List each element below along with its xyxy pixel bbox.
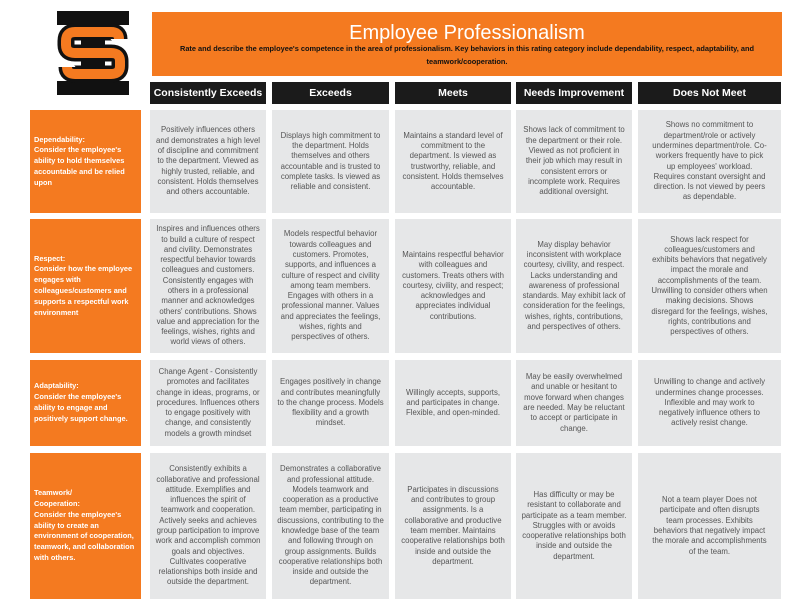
row-label-adaptability <box>30 360 141 446</box>
cell-text: May display behavior inconsistent with workplace courtesy, civility, and respect. Lacks understanding and awareness of professional standards. May exhibit lack of consideration for the feelings, wishes, rights, contributions, and perspectives of others. <box>522 239 626 332</box>
cell-teamwork-meets <box>395 453 511 599</box>
column-header-consistently-exceeds: Consistently Exceeds <box>150 82 266 104</box>
cell-dependability-does-not-meet <box>638 110 781 213</box>
cell-text: Positively influences others and demonstrates a high level of discipline and commitment to the department. Viewed as highly trusted, reliable, and consistent. Holds themselves and others accountable. <box>155 125 261 197</box>
cell-text: Engages positively in change and contributes meaningfully to the change process. Models flexibility and a growth mindset. <box>277 377 384 428</box>
cell-text: Displays high commitment to the department. Holds themselves and others accountable and is trusted to complete tasks. Is viewed as reliable and consistent. <box>280 130 381 192</box>
row-label-description: Consider the employee's ability to create an environment of cooperation, teamwork, and collaboration with others. <box>34 509 135 562</box>
cell-text: Shows no commitment to department/role or actively undermines department/role. Co-workers frequently have to pick up employees' workload. Requires constant oversight and direction. Is not viewed by peers as dependable. <box>652 120 767 202</box>
cell-text: Maintains respectful behavior with colleagues and customers. Treats others with courtesy, civility, and respect; acknowledges and appreciates individual contributions. <box>402 249 504 321</box>
row-label-description: Consider the employee's ability to engage and positively support change. <box>34 392 128 423</box>
row-label-teamwork-cooperation <box>30 453 141 599</box>
isu-logo-icon <box>55 10 131 96</box>
column-header-exceeds: Exceeds <box>272 82 389 104</box>
row-label-title: Respect: <box>34 253 66 263</box>
cell-teamwork-needs-improvement <box>516 453 632 599</box>
cell-teamwork-does-not-meet <box>638 453 781 599</box>
row-label-title: Adaptability: <box>34 381 79 391</box>
cell-text: Maintains a standard level of commitment to the department. Is viewed as trustworthy, reliable, and consistent. Holds themselves accountable. <box>402 130 504 192</box>
cell-adaptability-consistently-exceeds <box>150 360 266 446</box>
cell-dependability-needs-improvement <box>516 110 632 213</box>
row-label-respect <box>30 219 141 353</box>
column-header-meets: Meets <box>395 82 511 104</box>
cell-dependability-exceeds <box>272 110 389 213</box>
isu-logo <box>55 10 131 96</box>
row-label-title: Dependability: <box>34 134 85 144</box>
row-label-title: Teamwork/ Cooperation: <box>34 488 80 508</box>
column-header-does-not-meet: Does Not Meet <box>638 82 781 104</box>
row-label-description: Consider how the employee engages with colleagues/customers and supports a respectful work environment <box>34 264 133 317</box>
cell-text: Unwilling to change and actively undermines change processes. Inflexible and may work to negatively influence others to actively resist change. <box>654 377 765 428</box>
cell-text: Shows lack respect for colleagues/customers and exhibits behaviors that negatively impact the morale and accomplishments of the team. Unwilling to consider others when making decisions. Shows disregard for the feelings, wishes, rights, contributions and perspectives of others. <box>651 234 768 337</box>
cell-text: Inspires and influences others to build a culture of respect and civility. Demonstrates respectful behavior towards colleagues and customers. Consistently engages with others in a professional manner and acknowledges others' contributions. Shows value and appreciation for the feelings, wishes, rights and world views of others. <box>156 224 260 347</box>
cell-text: Has difficulty or may be resistant to collaborate and participate as a team member. Struggles with or avoids cooperative relationships both inside and outside the department. <box>521 489 627 561</box>
cell-dependability-meets <box>395 110 511 213</box>
page-title: Employee Professionalism <box>349 22 585 44</box>
cell-text: Willingly accepts, supports, and participates in change. Flexible, and open-minded. <box>405 387 501 418</box>
page-subtitle: Rate and describe the employee's competence in the area of professionalism. Key behaviors in this rating category include dependability, respect, adaptability, and teamwork/cooperation. <box>179 44 754 66</box>
cell-respect-needs-improvement <box>516 219 632 353</box>
row-label-description: Consider the employee's ability to hold themselves accountable and be relied upon <box>34 145 125 187</box>
cell-respect-exceeds <box>272 219 389 353</box>
cell-adaptability-does-not-meet <box>638 360 781 446</box>
cell-adaptability-needs-improvement <box>516 360 632 446</box>
cell-adaptability-exceeds <box>272 360 389 446</box>
cell-respect-meets <box>395 219 511 353</box>
cell-text: May be easily overwhelmed and unable or hesitant to move forward when changes are needed. May be reluctant to accept or participate in change. <box>523 372 625 433</box>
row-label-dependability <box>30 110 141 213</box>
cell-text: Demonstrates a collaborative and professional attitude. Models teamwork and cooperation as a productive team member, participating in discussions, contributing to the knowledge base of the team and following through on group assignments. Builds cooperative relationships both inside and outside the department. <box>277 464 384 587</box>
title-banner <box>152 12 782 76</box>
cell-text: Participates in discussions and contributes to group assignments. Is a collaborative and productive team member. Maintains cooperative relationships both inside and outside the department. <box>401 484 505 566</box>
cell-text: Shows lack of commitment to the department or their role. Viewed as not proficient in their job which may result in consistent errors or incomplete work. Requires additional oversight. <box>523 125 625 197</box>
cell-adaptability-meets <box>395 360 511 446</box>
cell-respect-consistently-exceeds <box>150 219 266 353</box>
cell-text: Models respectful behavior towards colleagues and customers. Promotes, supports, and influences a culture of respect and civility among team members. Engages with others in a professional manner. Values and appreciates the feelings, wishes, rights and perspectives of others. <box>280 229 381 342</box>
cell-dependability-consistently-exceeds <box>150 110 266 213</box>
cell-text: Change Agent - Consistently promotes and facilitates change in ideas, programs, or procedures. Influences others to engage positively with change, and consistently models a growth mindset <box>156 366 260 438</box>
cell-respect-does-not-meet <box>638 219 781 353</box>
column-header-needs-improvement: Needs Improvement <box>516 82 632 104</box>
cell-text: Consistently exhibits a collaborative and professional attitude. Exemplifies and influences the spirit of teamwork and cooperation. Actively seeks and achieves group participation to improve work and accomplish common goals and objectives. Cultivates cooperative relationships both inside and outside the department. <box>155 464 261 587</box>
cell-teamwork-consistently-exceeds <box>150 453 266 599</box>
cell-text: Not a team player Does not participate and often disrupts team processes. Exhibits behaviors that negatively impact the morale and accomplishments of the team. <box>652 495 767 556</box>
cell-teamwork-exceeds <box>272 453 389 599</box>
